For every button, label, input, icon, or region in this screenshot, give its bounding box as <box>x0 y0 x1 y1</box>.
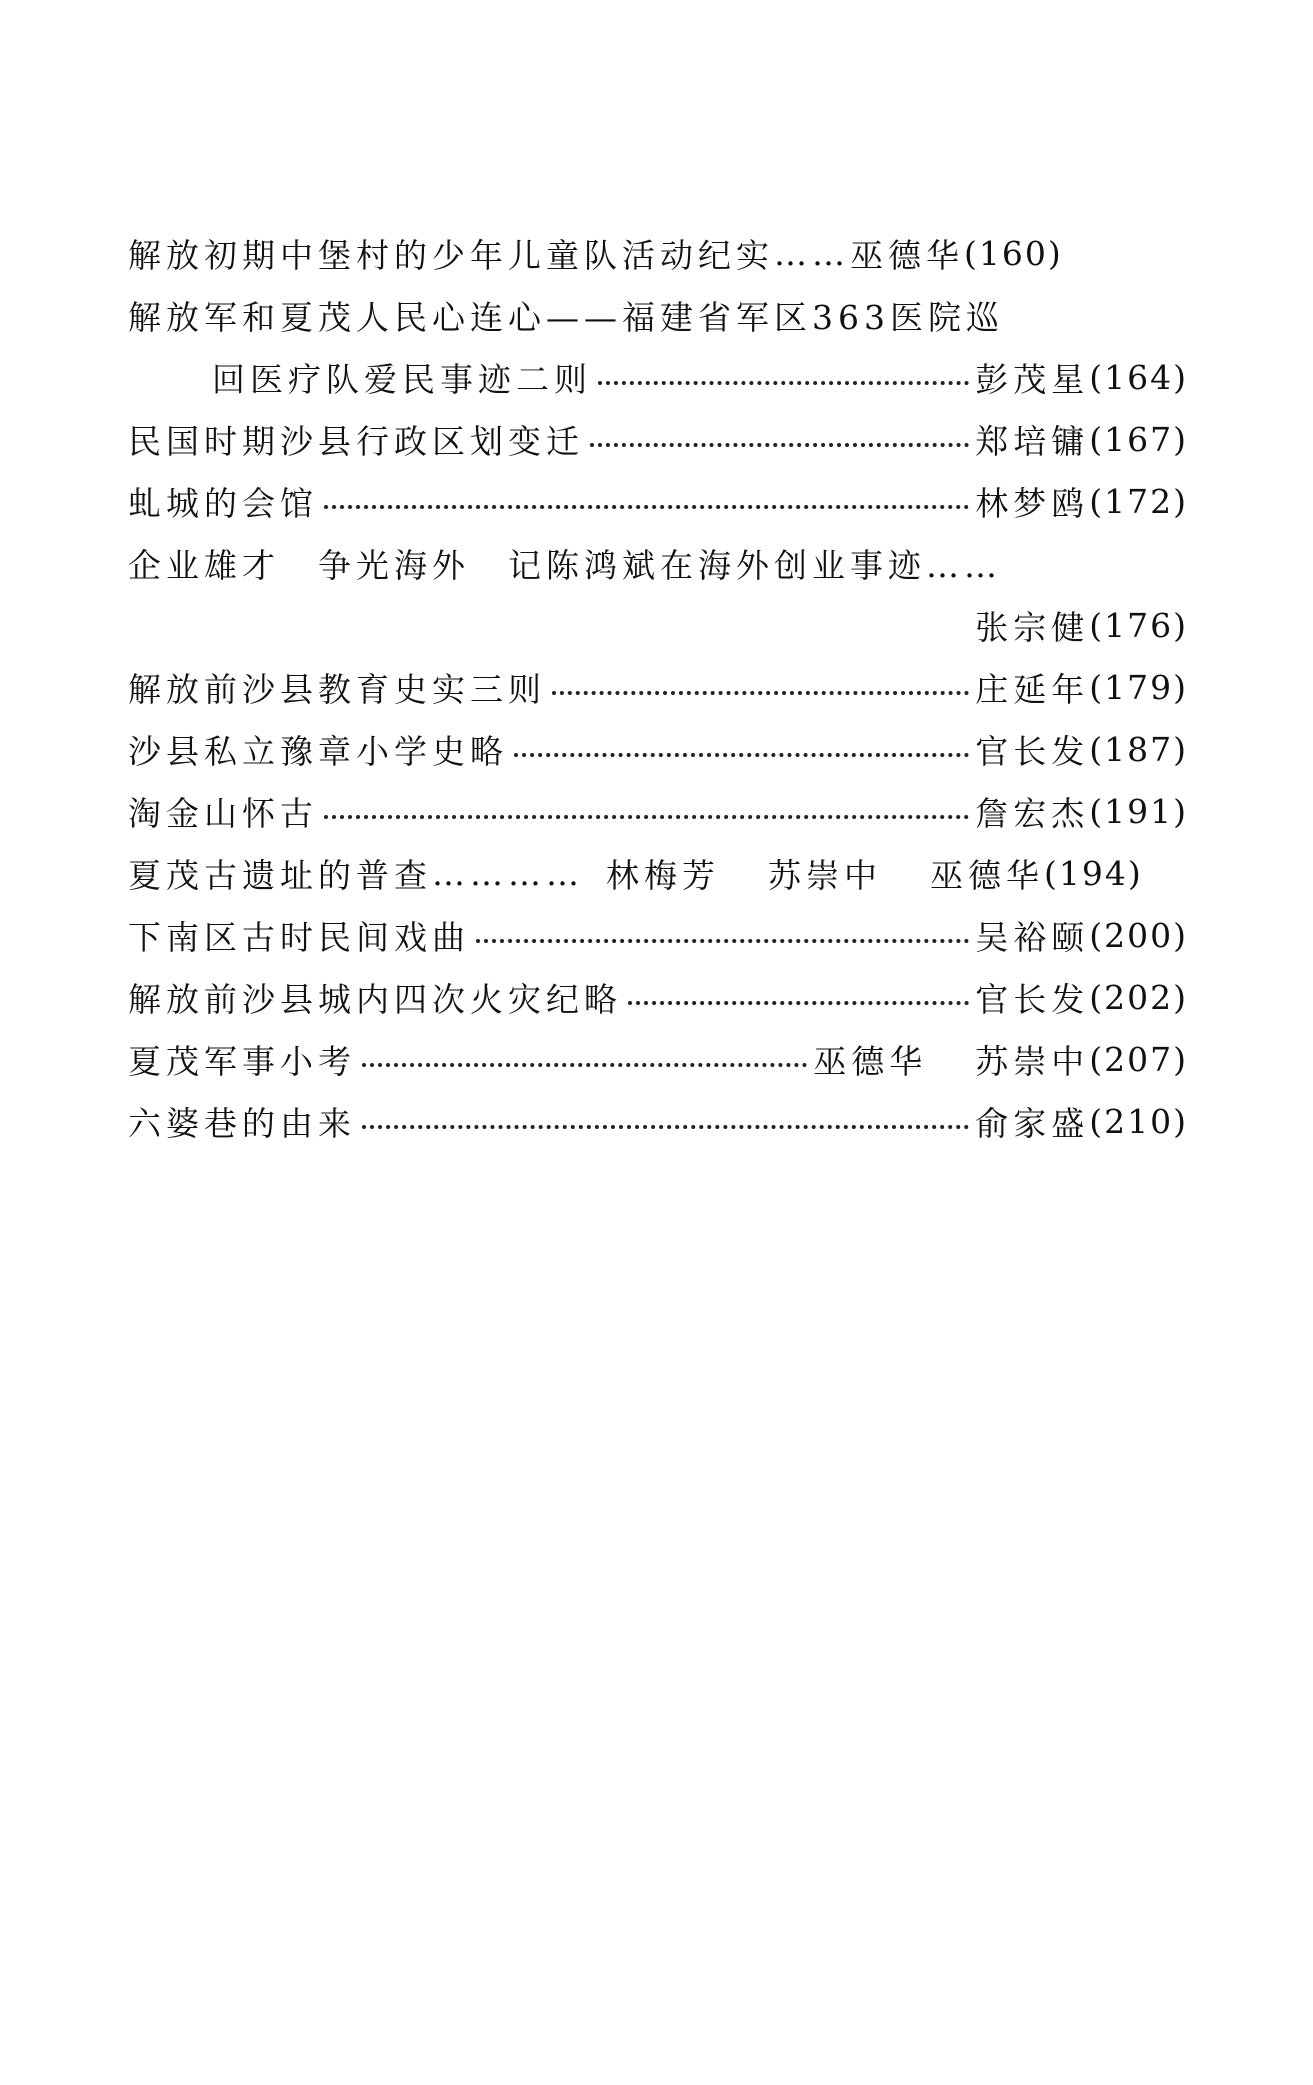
entry-author: 林梅芳 <box>606 855 720 895</box>
entry-page: (191) <box>1089 791 1188 831</box>
toc-entry <box>128 1028 1188 1090</box>
entry-title: 六婆巷的由来 <box>128 1103 356 1143</box>
entry-author: 张宗健 <box>975 607 1090 647</box>
toc-entry <box>128 842 1188 904</box>
entry-author: 官长发 <box>975 979 1090 1019</box>
entry-title: 民国时期沙县行政区划变迁 <box>128 421 584 461</box>
dot-leader <box>598 381 969 385</box>
entry-page: (172) <box>1089 481 1188 521</box>
toc-entry-continued <box>128 594 1188 656</box>
toc-entry <box>128 532 1188 594</box>
toc-entry <box>128 408 1188 470</box>
entry-page: (176) <box>1089 605 1188 645</box>
entry-title: 淘金山怀古 <box>128 793 318 833</box>
dot-leader <box>324 815 969 819</box>
entry-dots: …… <box>774 233 850 273</box>
entry-author: 林梦鸥 <box>975 483 1090 523</box>
entry-title: 夏茂古遗址的普查 <box>128 855 432 895</box>
entry-title: 下南区古时民间戏曲 <box>128 917 470 957</box>
entry-title: 解放初期中堡村的少年儿童队活动纪实 <box>128 235 774 275</box>
dot-leader <box>628 1001 969 1005</box>
entry-page: (202) <box>1089 977 1188 1017</box>
dot-leader <box>590 443 969 447</box>
entry-page: (187) <box>1089 729 1188 769</box>
entry-author: 巫德华 <box>813 1041 928 1081</box>
entry-author-2: 苏崇中 <box>975 1041 1090 1081</box>
dot-leader <box>552 691 969 695</box>
entry-title: 夏茂军事小考 <box>128 1041 356 1081</box>
entry-title: 回医疗队爱民事迹二则 <box>212 359 592 399</box>
entry-title: 沙县私立豫章小学史略 <box>128 731 508 771</box>
toc-entry <box>128 904 1188 966</box>
entry-author: 庄延年 <box>975 669 1090 709</box>
dot-leader <box>514 753 969 757</box>
toc-entry-continued <box>128 346 1188 408</box>
table-of-contents <box>128 222 1188 1152</box>
entry-page: (194) <box>1044 853 1143 893</box>
entry-title: 解放前沙县教育史实三则 <box>128 669 546 709</box>
entry-page: (167) <box>1089 419 1188 459</box>
toc-entry <box>128 966 1188 1028</box>
entry-dots: ………… <box>432 853 584 893</box>
entry-page: (207) <box>1089 1039 1188 1079</box>
entry-author: 巫德华 <box>850 235 964 275</box>
entry-author: 彭茂星 <box>975 359 1090 399</box>
toc-entry <box>128 284 1188 346</box>
entry-page: (179) <box>1089 667 1188 707</box>
toc-entry <box>128 222 1188 284</box>
toc-entry <box>128 656 1188 718</box>
toc-entry <box>128 1090 1188 1152</box>
dot-leader <box>476 939 969 943</box>
entry-author: 郑培镛 <box>975 421 1090 461</box>
entry-title: 解放军和夏茂人民心连心——福建省军区363医院巡 <box>128 297 1004 337</box>
entry-page: (200) <box>1089 915 1188 955</box>
entry-author: 官长发 <box>975 731 1090 771</box>
entry-title: 解放前沙县城内四次火灾纪略 <box>128 979 622 1019</box>
entry-author: 吴裕颐 <box>975 917 1090 957</box>
dot-leader <box>362 1063 807 1067</box>
entry-author: 詹宏杰 <box>975 793 1090 833</box>
entry-title: 虬城的会馆 <box>128 483 318 523</box>
toc-entry <box>128 780 1188 842</box>
entry-author-3: 巫德华 <box>930 855 1044 895</box>
entry-page: (164) <box>1089 357 1188 397</box>
entry-title: 企业雄才 争光海外 记陈鸿斌在海外创业事迹…… <box>128 545 1002 585</box>
entry-author-2: 苏崇中 <box>768 855 882 895</box>
toc-entry <box>128 718 1188 780</box>
dot-leader <box>362 1125 969 1129</box>
entry-page: (160) <box>964 233 1063 273</box>
toc-entry <box>128 470 1188 532</box>
dot-leader <box>324 505 969 509</box>
entry-author: 俞家盛 <box>975 1103 1090 1143</box>
entry-page: (210) <box>1089 1101 1188 1141</box>
